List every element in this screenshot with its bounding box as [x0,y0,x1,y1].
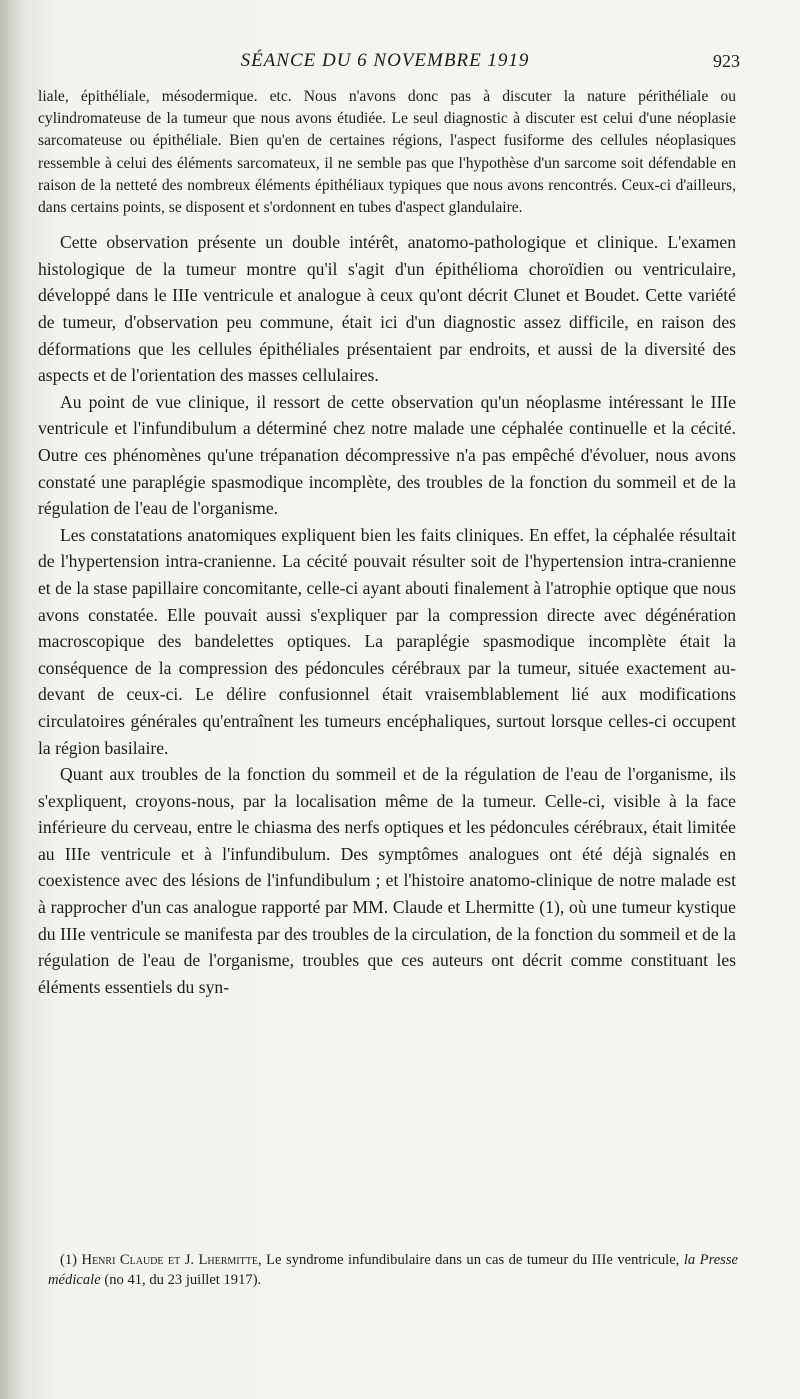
paragraph-clinical: Au point de vue clinique, il ressort de cette observation qu'un néoplasme intéressant le IIIe ventricule et l'infundibulum a déterminé chez notre malade une céphalée continuelle et la cécité. Outre ces phénomènes qu'une trépanation décompressive n'a pas empêché d'évoluer, nous avons constaté une paraplégie spasmodique incomplète, des troubles de la fonction du sommeil et de la régulation de l'eau de l'organisme. [38,391,736,519]
paragraph-continuation: liale, épithéliale, mésodermique. etc. Nous n'avons donc pas à discuter la nature périthéliale ou cylindromateuse de la tumeur que nous avons étudiée. Le seul diagnostic à discuter est celui d'une néoplasie sarcomateuse ou épithéliale. Bien qu'en de certaines régions, l'aspect fusiforme des cellules néoplasiques ressemble à celui des éléments sarcomateux, il ne semble pas que l'hypothèse d'un sarcome soit défendable en raison de la netteté des nombreux éléments épithéliaux typiques que nous avons rencontrés. Ceux-ci d'ailleurs, dans certains points, se disposent et s'ordonnent en tubes d'aspect glandulaire. [38,88,736,217]
body-text [38,86,736,1000]
footnote [48,1250,738,1290]
footnote-citation: (no 41, du 23 juillet 1917). [100,1272,262,1288]
paragraph-interest: Cette observation présente un double intérêt, anatomo-pathologique et clinique. L'examen histologique de la tumeur montre qu'il s'agit d'un épithélioma choroïdien ou ventriculaire, développé dans le IIIe ventricule et analogue à ceux qu'ont décrit Clunet et Boudet. Cette variété de tumeur, d'observation peu commune, était ici d'un diagnostic assez difficile, en raison des déformations que les cellules épithéliales présentaient par endroits, et aussi de la diversité des aspects et de l'orientation des masses cellulaires. [38,232,736,386]
paragraph-anatomical: Les constatations anatomiques expliquent bien les faits cliniques. En effet, la céphalée résultait de l'hypertension intra-cranienne. La cécité pouvait résulter soit de l'hypertension intra-cranienne et de la stase papillaire concomitante, celle-ci ayant abouti finalement à l'atrophie optique que nous avons constatée. Elle pouvait aussi s'expliquer par la compression directe avec dégénération macroscopique des bandelettes optiques. La paraplégie spasmodique incomplète était la conséquence de la compression des pédoncules cérébraux par la tumeur, située exactement au-devant de ceux-ci. Le délire confusionnel était vraisemblablement lié aux modifications circulatoires générales qu'entraînent les tumeurs encéphaliques, surtout lorsque celles-ci occupent la région basilaire. [38,524,736,758]
footnote-text: Le syndrome infundibulaire dans un cas de tumeur du IIIe ventricule, [261,1252,684,1268]
footnote-authors: Henri Claude et J. Lhermitte, [81,1252,262,1268]
paragraph-sleep-water: Quant aux troubles de la fonction du sommeil et de la régulation de l'eau de l'organisme, ils s'expliquent, croyons-nous, par la localisation même de la tumeur. Celle-ci, visible à la face inférieure du cerveau, entre le chiasma des nerfs optiques et les pédoncules cérébraux, était limitée au IIIe ventricule et à l'infundibulum. Des symptômes analogues ont été déjà signalés en coexistence avec des lésions de l'infundibulum ; et l'histoire anatomo-clinique de notre malade est à rapprocher d'un cas analogue rapporté par MM. Claude et Lhermitte (1), où une tumeur kystique du IIIe ventricule se manifesta par des troubles de la circulation, de la fonction du sommeil et de la régulation de l'eau de l'organisme, troubles que ces auteurs ont décrit comme constituant les éléments essentiels du syn- [38,764,736,997]
running-title: SÉANCE DU 6 NOVEMBRE 1919 [240,50,530,71]
page-header [30,50,740,78]
page-number: 923 [713,51,740,71]
footnote-marker: (1) [60,1252,78,1268]
footnote-journal: la Presse médicale [48,1252,739,1288]
